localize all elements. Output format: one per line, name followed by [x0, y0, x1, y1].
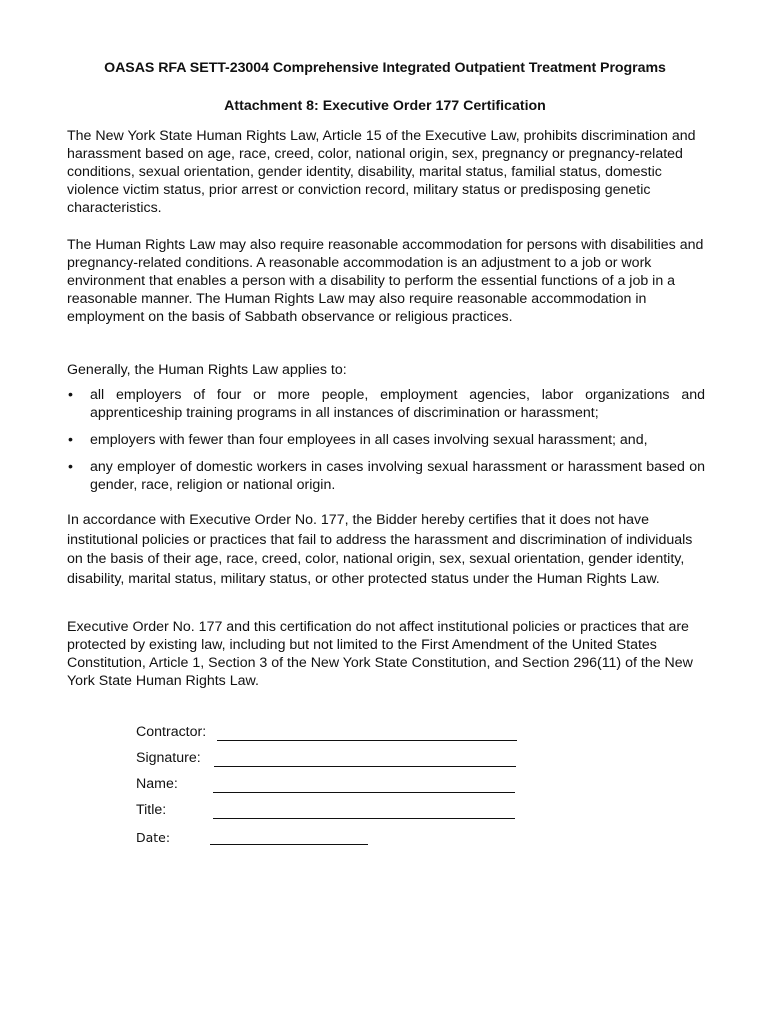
paragraph-human-rights-law: The New York State Human Rights Law, Article 15 of the Executive Law, prohibits discrimination and harassment based on age, race, creed, color, national origin, sex, pregnancy or pregnancy-related conditions, sexual orientation, gender identity, disability, marital status, familial status, domestic violence victim status, prior arrest or conviction record, military status or predisposing genetic characteristics. — [67, 128, 696, 216]
bullet-icon: • — [68, 459, 73, 475]
paragraph-certification: In accordance with Executive Order No. 177, the Bidder hereby certifies that it does not have institutional policies or practices that fail to address the harassment and discrimination of individuals on the basis of their age, race, creed, color, national origin, sex, sexual orientation, gender identity, disability, marital status, military status, or other protected status under the Human Rights Law. — [67, 512, 693, 587]
document-subtitle: Attachment 8: Executive Order 177 Certification — [224, 98, 546, 114]
list-item-text: any employer of domestic workers in cases involving sexual harassment or harassment based on gender, race, religion or national origin. — [90, 459, 705, 493]
paragraph-reasonable-accommodation: The Human Rights Law may also require reasonable accommodation for persons with disabilities and pregnancy-related conditions. A reasonable accommodation is an adjustment to a job or work environment that enables a person with a disability to perform the essential functions of a job in a reasonable manner. The Human Rights Law may also require reasonable accommodation in employment on the basis of Sabbath observance or religious practices. — [67, 237, 704, 325]
contractor-label: Contractor: — [136, 724, 207, 740]
name-field[interactable] — [213, 792, 515, 793]
title-field[interactable] — [213, 818, 515, 819]
list-item — [67, 431, 705, 449]
paragraph-applies-to: Generally, the Human Rights Law applies to: — [67, 362, 347, 378]
date-field[interactable] — [210, 844, 368, 845]
name-label: Name: — [136, 776, 178, 792]
bullet-icon: • — [68, 387, 73, 403]
list-item-text: employers with fewer than four employees in all cases involving sexual harassment; and, — [90, 432, 648, 448]
list-item — [67, 458, 705, 494]
contractor-field[interactable] — [217, 740, 517, 741]
document-title: OASAS RFA SETT-23004 Comprehensive Integrated Outpatient Treatment Programs — [104, 60, 666, 76]
bullet-icon: • — [68, 432, 73, 448]
applicability-list — [67, 386, 705, 503]
date-label: Date: — [136, 830, 171, 845]
list-item-text: all employers of four or more people, employment agencies, labor organizations and apprenticeship training programs in all instances of discrimination or harassment; — [90, 387, 705, 421]
title-label: Title: — [136, 802, 167, 818]
list-item — [67, 386, 705, 422]
paragraph-disclaimer: Executive Order No. 177 and this certification do not affect institutional policies or practices that are protected by existing law, including but not limited to the First Amendment of the United States Constitution, Article 1, Section 3 of the New York State Constitution, and Section 296(11) of the New York State Human Rights Law. — [67, 619, 693, 689]
signature-label: Signature: — [136, 750, 201, 766]
signature-field[interactable] — [214, 766, 516, 767]
